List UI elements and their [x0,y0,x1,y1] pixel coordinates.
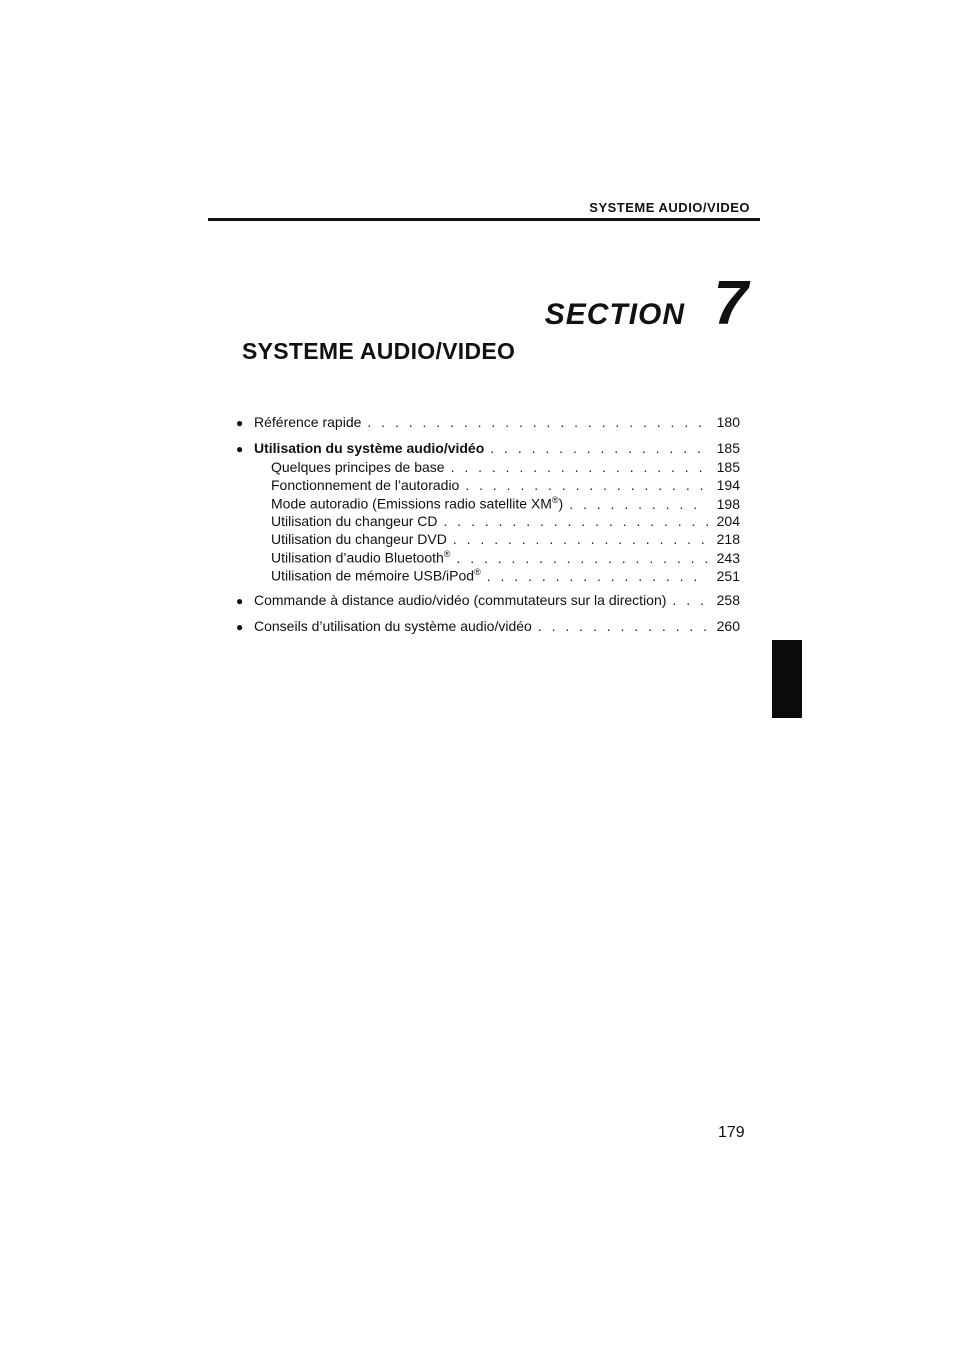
leader-dots [451,459,708,475]
toc-subentry[interactable] [236,567,740,585]
toc-page-number: 185 [716,440,740,456]
toc-entry-label: Commande à distance audio/vidéo (commutateurs sur la direction) [254,592,667,608]
toc-entry-suffix: ) [558,495,564,512]
toc-page-number: 198 [716,495,740,512]
header-rule [208,218,760,221]
leader-dots [569,496,708,512]
toc-entry[interactable] [236,618,740,637]
toc-subentry[interactable] [236,513,740,531]
leader-dots [465,477,708,493]
toc-page-number: 243 [716,549,740,566]
section-word: SECTION [544,298,686,331]
bullet-icon: ● [236,416,244,430]
toc-subentry[interactable] [236,549,740,567]
leader-dots [453,531,708,547]
toc-entry-label: Utilisation du changeur DVD [271,531,447,547]
registered-mark: ® [443,549,451,559]
toc-page-number: 258 [716,592,740,608]
section-heading [545,268,748,339]
toc-page-number: 260 [716,618,740,634]
toc-entry-label: Utilisation du système audio/vidéo [254,440,485,456]
registered-mark: ® [474,567,481,577]
leader-dots [456,550,708,566]
toc-entry-label: Utilisation du changeur CD [271,513,438,529]
toc-page-number: 218 [716,531,740,547]
leader-dots [538,618,708,634]
toc-subentry[interactable] [236,477,740,495]
toc-entry-label: Référence rapide [254,414,362,430]
registered-mark: ® [551,495,559,505]
running-header: SYSTEME AUDIO/VIDEO [589,200,750,215]
toc-page-number: 194 [716,477,740,493]
leader-dots [490,440,708,456]
toc-page-number: 204 [716,513,740,529]
toc-entry-text: Mode autoradio (Emissions radio satellite XM [271,495,552,512]
toc-entry-label [271,567,481,584]
table-of-contents [236,414,740,637]
chapter-title: SYSTEME AUDIO/VIDEO [242,338,516,364]
leader-dots [444,513,708,529]
bullet-icon: ● [236,620,244,634]
toc-entry[interactable] [236,440,740,459]
toc-entry-text: Utilisation de mémoire USB/iPod [271,567,475,584]
section-tab-marker [772,640,802,718]
leader-dots [367,414,708,430]
toc-entry[interactable] [236,414,740,433]
toc-entry-label [271,549,450,566]
bullet-icon: ● [236,442,244,456]
toc-subentry[interactable] [236,459,740,477]
section-number: 7 [713,269,748,338]
toc-page-number: 251 [716,567,740,584]
toc-entry-label: Conseils d’utilisation du système audio/vidéo [254,618,532,634]
leader-dots [487,568,708,584]
bullet-icon: ● [236,594,244,608]
toc-entry-text: Utilisation d’audio Bluetooth [271,549,444,566]
toc-subentry[interactable] [236,495,740,513]
leader-dots [672,592,708,608]
toc-entry-label [271,495,563,512]
page-number: 179 [718,1124,745,1141]
toc-page-number: 180 [716,414,740,430]
toc-page-number: 185 [716,459,740,475]
toc-entry-label: Fonctionnement de l’autoradio [271,477,460,493]
toc-subentry[interactable] [236,531,740,549]
toc-entry[interactable] [236,592,740,611]
toc-entry-label: Quelques principes de base [271,459,445,475]
